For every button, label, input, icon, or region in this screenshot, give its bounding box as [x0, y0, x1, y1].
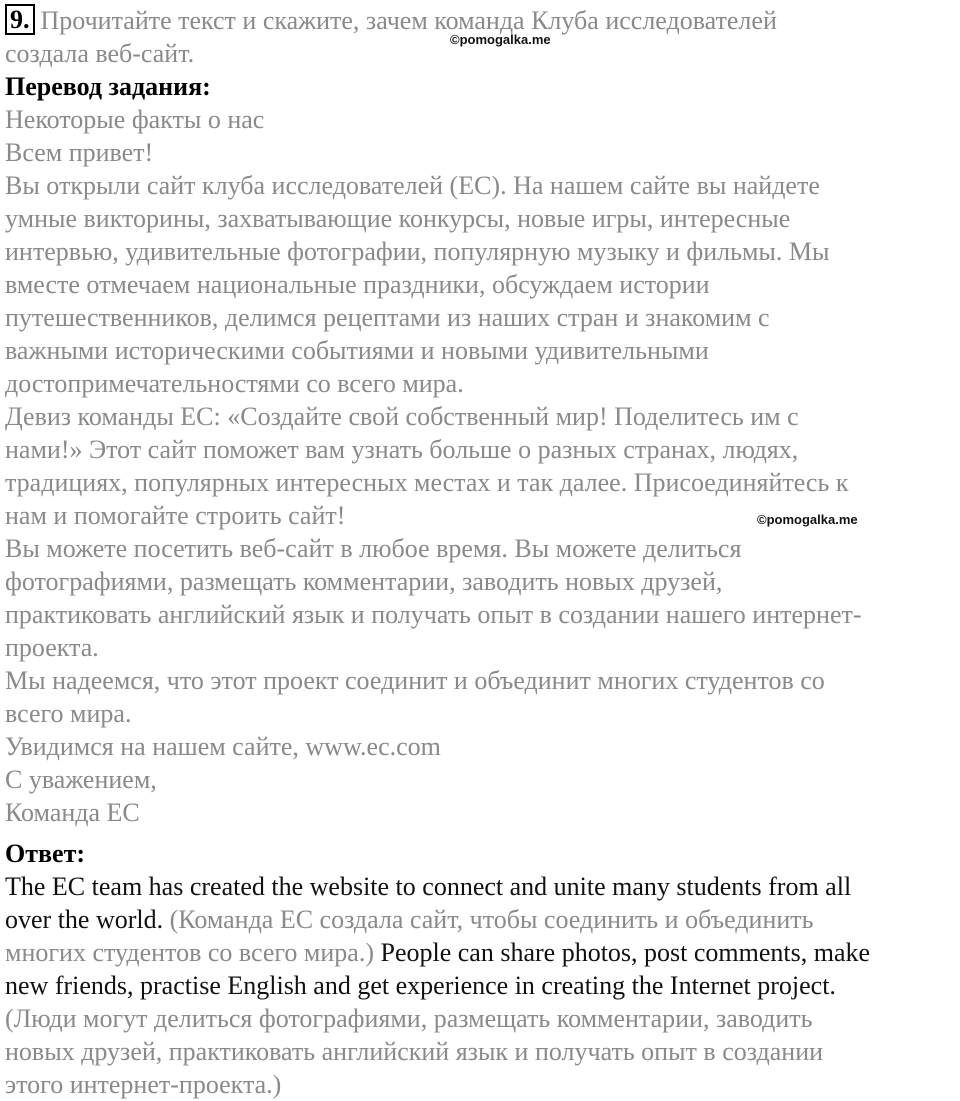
- translation-line: фотографиями, размещать комментарии, заводить новых друзей,: [5, 567, 723, 596]
- translation-line: С уважением,: [5, 765, 157, 794]
- answer-mixed-line: [5, 903, 955, 936]
- watermark: ©pomogalka.me: [757, 512, 858, 527]
- answer-mixed-line: [5, 936, 955, 969]
- translation-line: Девиз команды ЕС: «Создайте свой собственный мир! Поделитесь им с: [5, 402, 799, 431]
- task-number: 9.: [5, 4, 35, 35]
- answer-english-line: new friends, practise English and get experience in creating the Internet project.: [5, 971, 836, 1000]
- answer-russian-segment: многих студентов со всего мира.): [5, 938, 374, 967]
- translation-line: нам и помогайте строить сайт!: [5, 501, 346, 530]
- translation-line: Всем привет!: [5, 138, 154, 167]
- translation-line: достопримечательностями со всего мира.: [5, 369, 464, 398]
- answer-english-line: The EC team has created the website to connect and unite many students from all: [5, 872, 852, 901]
- answer-english-segment: People can share photos, post comments, make: [374, 938, 871, 967]
- translation-line: Мы надеемся, что этот проект соединит и объединит многих студентов со: [5, 666, 825, 695]
- translation-line: Вы можете посетить веб-сайт в любое время. Вы можете делиться: [5, 534, 742, 563]
- document-page: [5, 4, 955, 1101]
- translation-line: проекта.: [5, 633, 99, 662]
- answer-russian-line: (Люди могут делиться фотографиями, размещать комментарии, заводить: [5, 1004, 813, 1033]
- translation-line: интервью, удивительные фотографии, популярную музыку и фильмы. Мы: [5, 237, 830, 266]
- translation-line: Вы открыли сайт клуба исследователей (ЕС). На нашем сайте вы найдете: [5, 171, 820, 200]
- answer-russian-segment: (Команда ЕС создала сайт, чтобы соединить и объединить: [163, 905, 814, 934]
- watermark: ©pomogalka.me: [450, 32, 551, 47]
- answer-text: [5, 870, 955, 1101]
- answer-english-segment: over the world.: [5, 905, 164, 934]
- answer-russian-line: этого интернет-проекта.): [5, 1070, 282, 1099]
- translation-text: [5, 103, 955, 829]
- translation-line: Некоторые факты о нас: [5, 105, 265, 134]
- translation-line: путешественников, делимся рецептами из наших стран и знакомим с: [5, 303, 770, 332]
- translation-line: Увидимся на нашем сайте, www.ec.com: [5, 732, 441, 761]
- translation-heading: Перевод задания:: [5, 72, 211, 101]
- translation-line: практиковать английский язык и получать опыт в создании нашего интернет-: [5, 600, 862, 629]
- task-text-line-1: Прочитайте текст и скажите, зачем команда Клуба исследователей: [40, 6, 777, 35]
- answer-russian-line: новых друзей, практиковать английский язык и получать опыт в создании: [5, 1037, 824, 1066]
- translation-line: нами!» Этот сайт поможет вам узнать больше о разных странах, людях,: [5, 435, 799, 464]
- translation-line: важными историческими событиями и новыми удивительными: [5, 336, 709, 365]
- translation-line: традициях, популярных интересных местах и так далее. Присоединяйтесь к: [5, 468, 849, 497]
- translation-line: вместе отмечаем национальные праздники, обсуждаем истории: [5, 270, 710, 299]
- translation-line: всего мира.: [5, 699, 132, 728]
- task-text-line-2: создала веб-сайт.: [5, 39, 195, 68]
- translation-line: умные викторины, захватывающие конкурсы, новые игры, интересные: [5, 204, 791, 233]
- answer-heading: Ответ:: [5, 839, 86, 868]
- translation-line: Команда ЕС: [5, 798, 140, 827]
